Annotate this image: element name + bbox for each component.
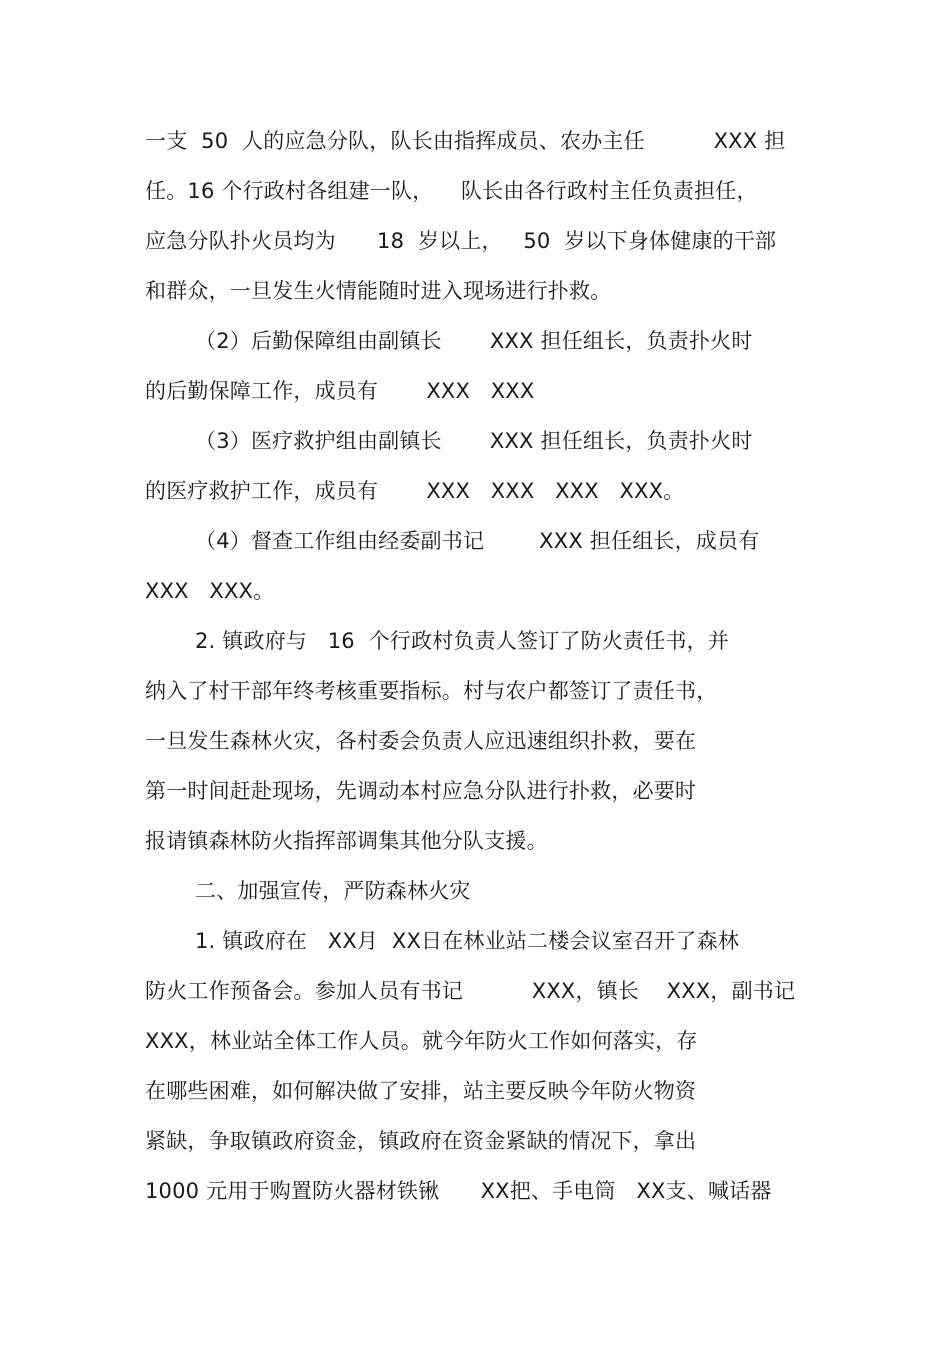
text-line-11: 2. 镇政府与 16 个行政村负责人签订了防火责任书，并 [195,629,730,653]
text-line-12: 纳入了村干部年终考核重要指标。村与农户都签订了责任书， [145,679,718,703]
text-line-21: 紧缺，争取镇政府资金，镇政府在资金紧缺的情况下，拿出 [145,1129,697,1153]
text-line-13: 一旦发生森林火灾，各村委会负责人应迅速组织扑救，要在 [145,729,697,753]
text-line-10: XXX XXX。 [145,579,275,603]
text-line-20: 在哪些困难，如何解决做了安排，站主要反映今年防火物资 [145,1079,697,1103]
text-line-8: 的医疗救护工作，成员有 XXX XXX XXX XXX。 [145,479,685,503]
text-line-14: 第一时间赶赴现场，先调动本村应急分队进行扑救，必要时 [145,779,697,803]
text-line-22: 1000 元用于购置防火器材铁锹 XX把、手电筒 XX支、喊话器 [145,1179,772,1203]
text-line-6: 的后勤保障工作，成员有 XXX XXX [145,379,535,403]
text-line-19: XXX，林业站全体工作人员。就今年防火工作如何落实，存 [145,1029,698,1053]
text-line-2: 任。16 个行政村各组建一队， 队长由各行政村主任负责担任， [145,179,758,203]
section-heading: 二、加强宣传，严防森林火灾 [195,879,471,903]
text-line-3: 应急分队扑火员均为 18 岁以上， 50 岁以下身体健康的干部 [145,229,777,253]
text-line-9: （4）督查工作组由经委副书记 XXX 担任组长，成员有 [195,529,760,553]
text-line-15: 报请镇森林防火指挥部调集其他分队支援。 [145,829,548,853]
text-line-1: 一支 50 人的应急分队，队长由指挥成员、农办主任 XXX 担 [145,129,786,153]
text-line-5: （2）后勤保障组由副镇长 XXX 担任组长，负责扑火时 [195,329,753,353]
text-line-18: 防火工作预备会。参加人员有书记 XXX，镇长 XXX，副书记 [145,979,796,1003]
text-line-7: （3）医疗救护组由副镇长 XXX 担任组长，负责扑火时 [195,429,753,453]
text-line-17: 1. 镇政府在 XX月 XX日在林业站二楼会议室召开了森林 [195,929,740,953]
text-line-4: 和群众，一旦发生火情能随时进入现场进行扑救。 [145,279,612,303]
